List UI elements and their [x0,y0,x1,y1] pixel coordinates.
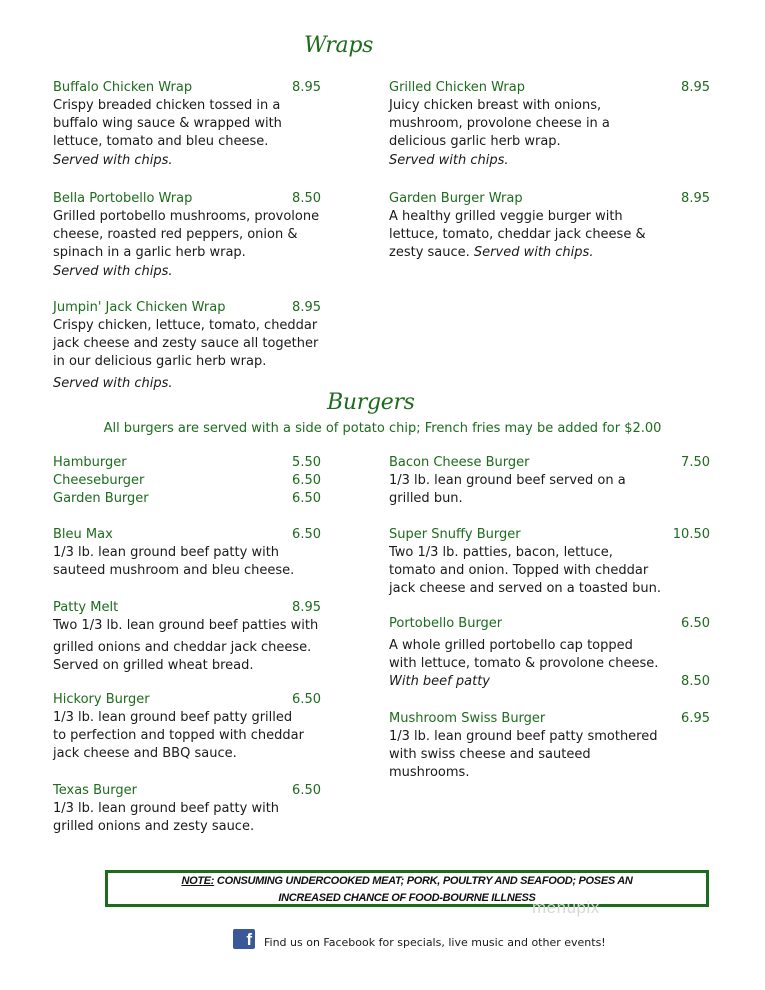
wraps-title: Wraps [304,33,374,58]
item-price: 6.50 [292,527,321,542]
item-price: 8.50 [292,191,321,206]
item-description: 1/3 lb. lean ground beef patty with sauteed mushroom and bleu cheese. [53,545,295,579]
menu-item-garden-burger-wrap [389,190,710,263]
burgers-title: Burgers [327,390,415,415]
warning-label: NOTE: [181,875,215,887]
item-name: Jumpin' Jack Chicken Wrap [53,300,226,315]
item-description: Two 1/3 lb. lean ground beef patties with [53,618,319,633]
burgers-subtitle: All burgers are served with a side of potato chip; French fries may be added for $2.00 [103,421,662,436]
item-description: Crispy breaded chicken tossed in a buffalo wing sauce & wrapped with lettuce, tomato and bleu cheese. [53,98,282,150]
item-price: 10.50 [672,527,710,542]
warning-line-1 [108,875,706,887]
item-price: 6.50 [292,783,321,798]
menu-item-patty-melt [53,599,321,676]
menu-item-mushroom-swiss-burger [389,710,710,783]
item-description: A whole grilled portobello cap topped with lettuce, tomato & provolone cheese. [389,638,659,672]
item-description-cont: grilled onions and cheddar jack cheese. Served on grilled wheat bread. [53,640,312,674]
item-note: Served with chips. [53,263,173,279]
item-description: 1/3 lb. lean ground beef served on a grilled bun. [389,473,626,507]
menu-item-bacon-cheese-burger [389,454,710,508]
facebook-promo-text: Find us on Facebook for specials, live music and other events! [264,936,606,949]
item-name: Super Snuffy Burger [389,527,521,542]
menu-item-jumpin-jack-chicken-wrap [53,299,321,393]
item-price: 8.95 [292,80,321,95]
item-description: Two 1/3 lb. patties, bacon, lettuce, tomato and onion. Topped with cheddar jack cheese and served on a toasted bun. [389,545,662,597]
item-description: 1/3 lb. lean ground beef patty grilled to perfection and topped with cheddar jack cheese and BBQ sauce. [53,710,304,762]
item-price: 5.50 [292,455,321,470]
item-note: Served with chips. [389,152,509,168]
item-name: Bella Portobello Wrap [53,191,193,206]
warning-text-1: CONSUMING UNDERCOOKED MEAT; PORK, POULTRY AND SEAFOOD; POSES AN [214,875,633,887]
item-description: Juicy chicken breast with onions, mushroom, provolone cheese in a delicious garlic herb wrap. [389,98,610,150]
list-item [53,490,321,508]
item-price: 7.50 [681,455,710,470]
item-price: 6.50 [681,616,710,631]
menu-item-grilled-chicken-wrap [389,79,710,170]
item-name: Texas Burger [53,783,137,798]
item-price: 6.50 [292,491,321,507]
item-price: 8.95 [681,191,710,206]
item-description: 1/3 lb. lean ground beef patty smothered with swiss cheese and sauteed mushrooms. [389,729,658,781]
item-price: 8.95 [292,300,321,315]
item-name: Patty Melt [53,600,119,615]
list-item [53,454,321,472]
item-name: Cheeseburger [53,473,145,489]
item-description: 1/3 lb. lean ground beef patty with grilled onions and zesty sauce. [53,801,280,835]
item-description: Crispy chicken, lettuce, tomato, cheddar jack cheese and zesty sauce all together in our delicious garlic herb wrap. [53,318,319,370]
warning-line-2: INCREASED CHANCE OF FOOD-BOURNE ILLNESS [278,892,536,904]
item-description-text: A healthy grilled veggie burger with lettuce, tomato, cheddar jack cheese & zesty sauce. [389,209,646,261]
menu-item-bleu-max [53,526,321,580]
item-price: 6.50 [292,473,321,489]
food-safety-warning [105,870,709,907]
item-name: Hamburger [53,455,127,470]
basic-burgers-list [53,454,321,509]
item-price: 8.95 [681,80,710,95]
menu-item-buffalo-chicken-wrap [53,79,321,170]
item-name: Bleu Max [53,527,113,542]
item-note: Served with chips. [53,152,173,168]
item-note: Served with chips. [473,245,594,261]
item-name: Hickory Burger [53,692,150,707]
watermark: menupix [532,898,600,917]
menu-item-portobello-burger [389,615,710,691]
item-option-price: 8.50 [681,674,710,690]
item-option: With beef patty [389,674,490,690]
menu-item-hickory-burger [53,691,321,764]
item-name: Buffalo Chicken Wrap [53,80,193,95]
item-name: Garden Burger [53,491,149,507]
item-note: Served with chips. [53,375,173,391]
menu-item-super-snuffy-burger [389,526,710,599]
item-name: Mushroom Swiss Burger [389,711,546,726]
item-price: 6.50 [292,692,321,707]
menu-item-texas-burger [53,782,321,836]
list-item [53,472,321,490]
item-description [389,208,710,263]
item-name: Garden Burger Wrap [389,191,523,206]
item-price: 8.95 [292,600,321,615]
menu-item-bella-portobello-wrap [53,190,321,281]
item-name: Grilled Chicken Wrap [389,80,525,95]
item-name: Portobello Burger [389,616,503,631]
facebook-icon[interactable]: f [233,929,255,949]
item-name: Bacon Cheese Burger [389,455,530,470]
item-description: Grilled portobello mushrooms, provolone cheese, roasted red peppers, onion & spinach in a garlic herb wrap. [53,209,320,261]
item-price: 6.95 [681,711,710,726]
